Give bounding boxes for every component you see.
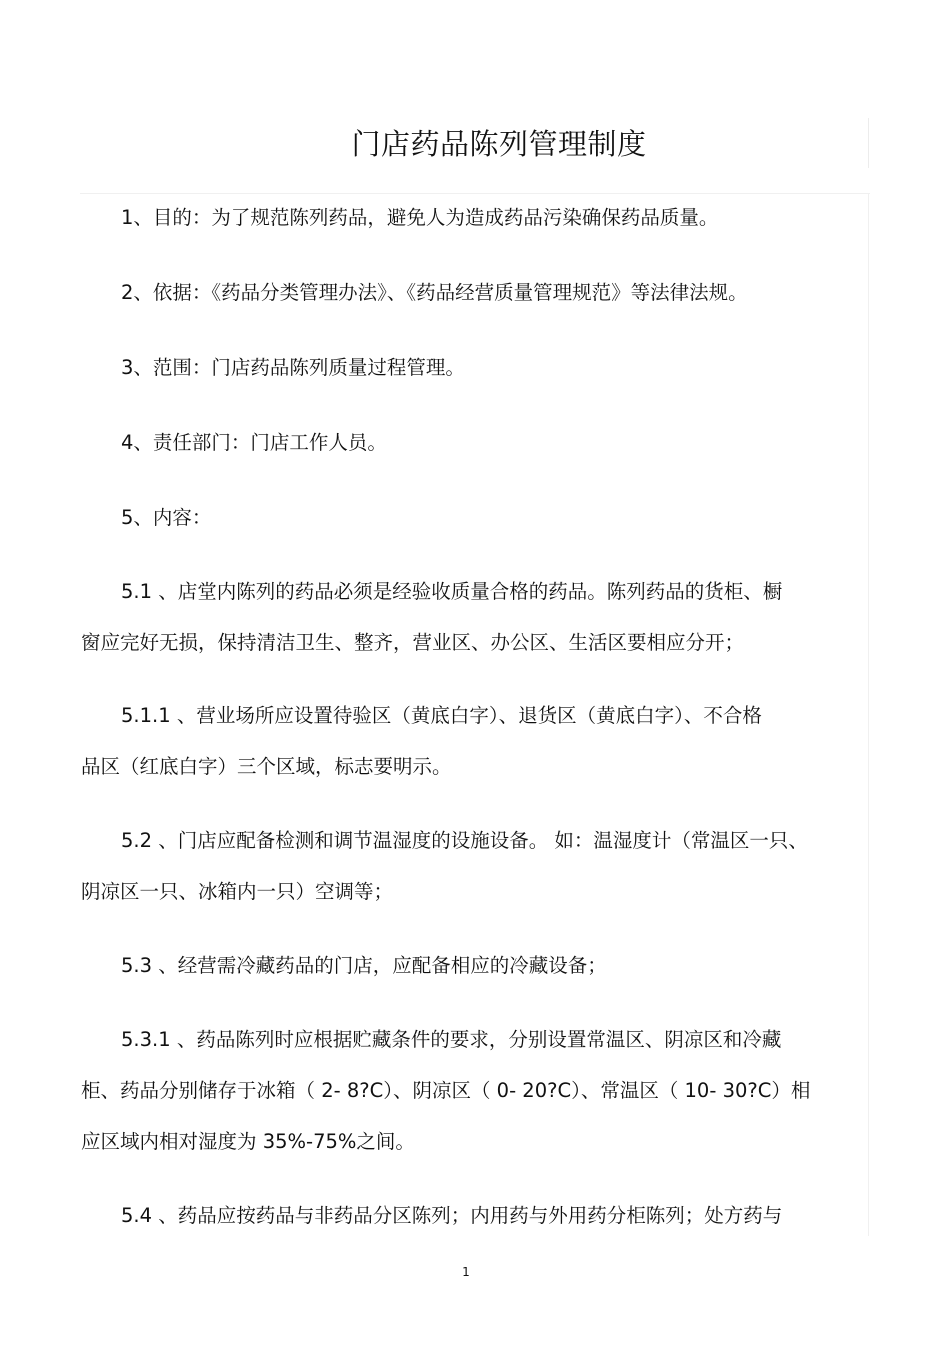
paragraph-line: 5、内容： [121, 506, 212, 529]
paragraph-5-4 [81, 1190, 871, 1241]
paragraph-line: 5.3 、经营需冷藏药品的门店，应配备相应的冷藏设备； [121, 954, 607, 977]
paragraph-line: 品区（红底白字）三个区域，标志要明示。 [81, 755, 452, 778]
paragraph-line: 1、目的：为了规范陈列药品，避免人为造成药品污染确保药品质量。 [121, 206, 719, 229]
paragraph-line: 柜、药品分别储存于冰箱（ 2- 8?C）、阴凉区（ 0- 20?C）、常温区（ 10- 30?C）相 [81, 1079, 811, 1102]
paragraph-line: 5.1.1 、营业场所应设置待验区（黄底白字）、退货区（黄底白字）、不合格 [121, 704, 762, 727]
paragraph-line: 5.2 、门店应配备检测和调节温湿度的设施设备。 如：温湿度计（常温区一只、 [121, 829, 808, 852]
paragraph-line: 5.3.1 、药品陈列时应根据贮藏条件的要求，分别设置常温区、阴凉区和冷藏 [121, 1028, 782, 1051]
paragraph-5-1 [81, 566, 871, 668]
page-number: 1 [462, 1265, 470, 1279]
document-title: 门店药品陈列管理制度 [351, 127, 647, 161]
right-border-top [868, 118, 869, 168]
paragraph-line: 2、依据：《药品分类管理办法》、《药品经营质量管理规范》等法律法规。 [121, 281, 748, 304]
paragraph-line: 4、责任部门：门店工作人员。 [121, 431, 387, 454]
paragraph-line: 窗应完好无损，保持清洁卫生、整齐，营业区、办公区、生活区要相应分开； [81, 631, 745, 654]
paragraph-5-3-1 [81, 1014, 871, 1167]
paragraph-content-heading [81, 492, 871, 543]
paragraph-5-2 [81, 815, 871, 917]
paragraph-line: 3、范围：门店药品陈列质量过程管理。 [121, 356, 465, 379]
paragraph-line: 阴凉区一只、冰箱内一只）空调等； [81, 880, 394, 903]
paragraph-department [81, 417, 871, 468]
paragraph-line: 应区域内相对湿度为 35%-75%之间。 [81, 1130, 415, 1153]
paragraph-line: 5.1 、店堂内陈列的药品必须是经验收质量合格的药品。陈列药品的货柜、橱 [121, 580, 783, 603]
paragraph-basis [81, 267, 871, 318]
paragraph-5-1-1 [81, 690, 871, 792]
paragraph-line: 5.4 、药品应按药品与非药品分区陈列；内用药与外用药分柜陈列；处方药与 [121, 1204, 783, 1227]
paragraph-scope [81, 342, 871, 393]
paragraph-5-3 [81, 940, 871, 991]
paragraph-purpose [81, 192, 871, 243]
